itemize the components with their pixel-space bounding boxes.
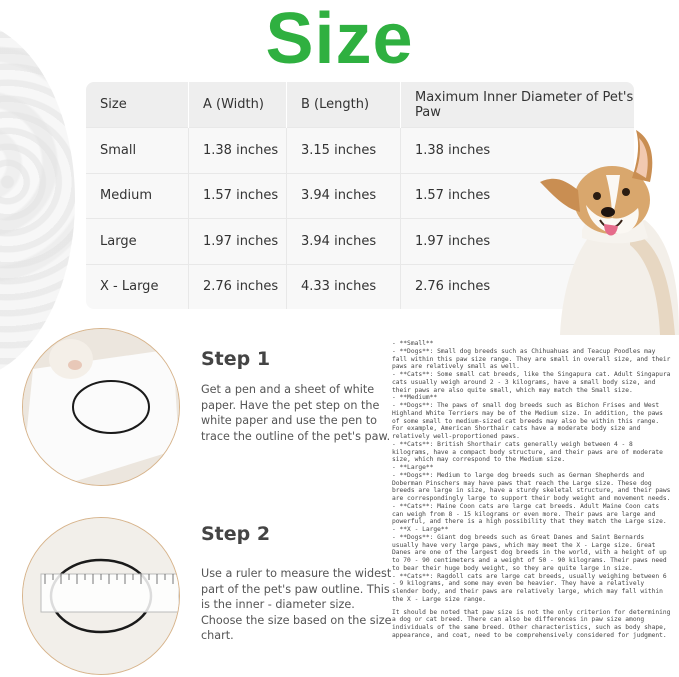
note-line: - **Cats**: Ragdoll cats are large cat breeds, usually weighing between 6 - 9 kilograms, and some may even be heavier. They have a relatively slender body, and their paws are relatively large, which may fall within the X - Large size range. xyxy=(392,572,667,603)
footnote: It should be noted that paw size is not the only criterion for determining a dog or cat breed. There can also be differences in paw size among individuals of the same breed. Other characteristics, such as body shape, appearance, and coat, need to be comprehensively considered for judgment. xyxy=(392,608,671,639)
ruler-measure-photo xyxy=(22,517,180,675)
note-line: - **Dogs**: Small dog breeds such as Chihuahuas and Teacup Poodles may fall within this paw size range. They are small in overall size, and their paws are relatively small as well. xyxy=(392,347,671,371)
step-1-title: Step 1 xyxy=(201,348,271,370)
dog-photo xyxy=(520,120,679,335)
cell-width: 1.38 inches xyxy=(189,128,287,174)
cell-size: Medium xyxy=(86,173,189,219)
cell-diameter: 1.57 inches xyxy=(401,173,635,219)
paw-tracing-photo xyxy=(22,328,180,486)
cell-size: Small xyxy=(86,128,189,174)
note-line: - **X - Large** xyxy=(392,526,449,533)
note-line: - **Cats**: British Shorthair cats generally weigh between 4 - 8 kilograms, have a compact body structure, and their paws are of moderate size, which may correspond to the Medium size. xyxy=(392,440,663,464)
breed-notes xyxy=(392,340,673,675)
cell-length: 3.94 inches xyxy=(287,219,401,265)
step-2-text: Use a ruler to measure the widest part of the pet's paw outline. This is the inner - diameter size. Choose the size based on the size chart. xyxy=(201,567,392,643)
cell-width: 1.57 inches xyxy=(189,173,287,219)
cell-diameter: 2.76 inches xyxy=(401,264,635,309)
step-1-text: Get a pen and a sheet of white paper. Have the pet step on the white paper and use the pen to trace the outline of the pet's paw. xyxy=(201,383,391,443)
cell-diameter: 1.97 inches xyxy=(401,219,635,265)
cell-width: 2.76 inches xyxy=(189,264,287,309)
cell-size: Large xyxy=(86,219,189,265)
col-header-width: A (Width) xyxy=(189,82,287,128)
page-title: Size xyxy=(265,0,414,79)
note-line: - **Dogs**: Medium to large dog breeds such as German Shepherds and Doberman Pinschers may have paws that reach the Large size. These dog breeds are large in size, have a sturdy skeletal structure, and their paws are correspondingly large to support their body weight and movement needs. xyxy=(392,471,671,502)
note-line: - **Dogs**: Giant dog breeds such as Great Danes and Saint Bernards usually have very large paws, which may meet the X - Large size. Great Danes are one of the largest dog breeds in the world, with a height of up to 70 - 90 centimeters and a weight of 50 - 90 kilograms. Their paws need to bear their huge body weight, so they are quite large in size. xyxy=(392,533,667,572)
note-line: - **Small** xyxy=(392,340,434,347)
cell-length: 3.94 inches xyxy=(287,173,401,219)
cell-length: 4.33 inches xyxy=(287,264,401,309)
cell-size: X - Large xyxy=(86,264,189,309)
note-line: - **Cats**: Some small cat breeds, like the Singapura cat. Adult Singapura cats usually weigh around 2 - 3 kilograms, have a small body size, and their paws are also quite small, which may match the Small size. xyxy=(392,371,671,394)
cell-width: 1.97 inches xyxy=(189,219,287,265)
note-line: - **Medium** xyxy=(392,394,438,402)
note-line: - **Dogs**: The paws of small dog breeds such as Bichon Frises and West Highland White Terriers may be of the Medium size. In addition, the paws of some small to medium-sized cat breeds may also be within this range. For example, American Shorthair cats have a moderate body size and relatively well-proportioned paws. xyxy=(392,402,663,440)
cell-diameter: 1.38 inches xyxy=(401,128,635,174)
col-header-diameter: Maximum Inner Diameter of Pet's Paw xyxy=(401,82,635,128)
note-line: - **Cats**: Maine Coon cats are large cat breeds. Adult Maine Coon cats can weigh from 8 - 15 kilograms or even more. Their paws are large and powerful, and there is a high possibility that they match the Large size. xyxy=(392,502,667,526)
step-2-title: Step 2 xyxy=(201,523,271,545)
note-line: - **Large** xyxy=(392,464,434,471)
cell-length: 3.15 inches xyxy=(287,128,401,174)
col-header-size: Size xyxy=(86,82,189,128)
col-header-length: B (Length) xyxy=(287,82,401,128)
